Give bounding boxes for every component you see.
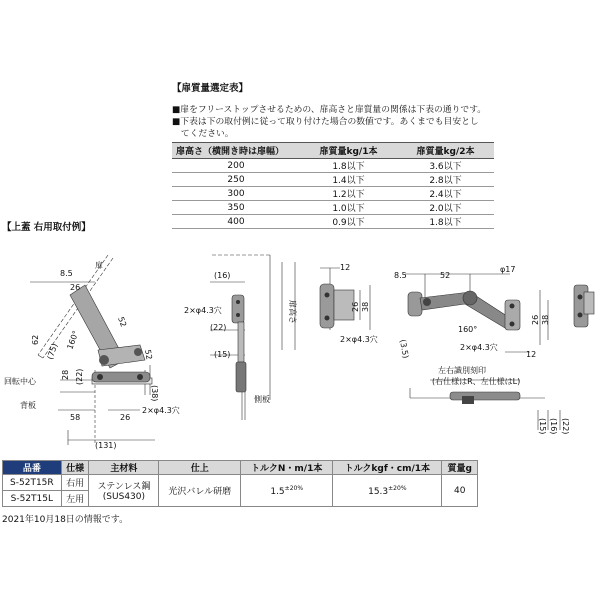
- header-torque-nm: トルクN・m/1本: [241, 461, 333, 475]
- dim-75: (75): [45, 342, 60, 361]
- header-torque-kgf: トルクkgf・cm/1本: [333, 461, 442, 475]
- dim-8-5: 8.5: [60, 269, 73, 278]
- label-engrave: 左右識別刻印: [438, 366, 486, 375]
- cell: 1.4以下: [300, 173, 397, 187]
- header-door-height: 扉高さ（横開き時は扉幅）: [172, 143, 300, 159]
- cell: 350: [172, 201, 300, 215]
- finish-cell: 光沢バレル研磨: [159, 475, 241, 507]
- dim-160a: 160°: [65, 329, 81, 351]
- model-cell: S-52T15R: [3, 475, 62, 491]
- torque-nm-cell: [241, 475, 333, 507]
- mass-cell: 40: [442, 475, 478, 507]
- hole-label-d: 2×φ4.3穴: [460, 343, 498, 352]
- material-line-1: ステンレス鋼: [97, 482, 151, 492]
- spec-header-row: [3, 461, 478, 475]
- dim-38c: 38: [541, 314, 550, 325]
- label-door-height: 扉高さ: [288, 300, 297, 324]
- table-row: [3, 475, 478, 491]
- spec-cell: 右用: [61, 475, 89, 491]
- dim-52a: 52: [116, 315, 129, 329]
- hinge-graphic-1: [70, 285, 150, 382]
- note-line-1: ■扉をフリーストップさせるための、扉高さと扉質量の関係は下表の通りです。: [172, 105, 487, 115]
- torque-nm-tol: ±20%: [284, 484, 304, 492]
- footer-note: 2021年10月18日の情報です。: [2, 515, 129, 525]
- dim-26d: 26: [531, 314, 540, 325]
- torque-nm-value: 1.5: [270, 486, 285, 497]
- dim-phi17: φ17: [500, 265, 516, 274]
- label-rotation-center: 回転中心: [4, 377, 36, 386]
- header-model: 品番: [3, 461, 62, 475]
- label-door: 扉: [95, 261, 103, 270]
- header-mass-2: 扉質量kg/2本: [397, 143, 494, 159]
- torque-kgf-tol: ±20%: [388, 484, 407, 492]
- table-row: [172, 159, 494, 173]
- cell: 1.2以下: [300, 187, 397, 201]
- dim-26a: 26: [70, 283, 81, 292]
- table-row: [172, 201, 494, 215]
- cell: 300: [172, 187, 300, 201]
- dim-12b: 12: [526, 350, 537, 359]
- cell: 2.8以下: [397, 173, 494, 187]
- selection-header-row: [172, 143, 494, 159]
- cell: 2.4以下: [397, 187, 494, 201]
- cell: 200: [172, 159, 300, 173]
- dim-160b: 160°: [458, 325, 478, 334]
- header-mass: 質量g: [442, 461, 478, 475]
- mount-example-title: 【上蓋 右用取付例】: [2, 222, 91, 233]
- dim-26c: 26: [351, 301, 360, 312]
- selection-title: 【扉質量選定表】: [172, 83, 249, 94]
- torque-kgf-value: 15.3: [368, 486, 389, 497]
- dim-22c: (22): [561, 418, 570, 435]
- dim-28: 28: [61, 369, 70, 380]
- hinge-graphic-2: [232, 295, 246, 392]
- dim-16b: (16): [549, 418, 558, 435]
- header-finish: 仕上: [159, 461, 241, 475]
- spec-cell: 左用: [61, 491, 89, 507]
- hole-label-c: 2×φ4.3穴: [340, 335, 378, 344]
- cell: 1.0以下: [300, 201, 397, 215]
- selection-table: [172, 142, 494, 229]
- dim-62: 62: [31, 334, 40, 345]
- table-row: [172, 173, 494, 187]
- dim-15b: (15): [538, 418, 547, 435]
- cell: 3.6以下: [397, 159, 494, 173]
- table-row: [172, 187, 494, 201]
- note-line-3: てください。: [172, 129, 234, 139]
- dim-8-5b: 8.5: [394, 271, 407, 280]
- cell: 1.8以下: [300, 159, 397, 173]
- cell: 2.0以下: [397, 201, 494, 215]
- header-mass-1: 扉質量kg/1本: [300, 143, 397, 159]
- dim-16a: (16): [214, 271, 231, 280]
- spec-table: [2, 460, 478, 507]
- torque-kgf-cell: [333, 475, 442, 507]
- header-spec: 仕様: [61, 461, 89, 475]
- dim-38b: 38: [361, 301, 370, 312]
- dim-58: 58: [70, 413, 81, 422]
- dim-22a: (22): [75, 368, 84, 385]
- material-line-2: (SUS430): [102, 492, 146, 502]
- dim-15a: (15): [214, 350, 231, 359]
- dim-3-5: (3.5): [398, 338, 411, 360]
- label-side-panel: 側板: [254, 395, 270, 404]
- label-engrave-sub: (右仕様はR、左仕様はL): [432, 377, 521, 386]
- header-material: 主材料: [89, 461, 159, 475]
- label-back-panel: 背板: [20, 401, 36, 410]
- cell: 400: [172, 215, 300, 229]
- dim-52b: 52: [143, 348, 154, 361]
- cell: 1.8以下: [397, 215, 494, 229]
- mount-drawing: [0, 230, 600, 455]
- cell: 0.9以下: [300, 215, 397, 229]
- hole-label-b: 2×φ4.3穴: [184, 306, 222, 315]
- hinge-graphic-3: [320, 284, 354, 328]
- hole-label-a: 2×φ4.3穴: [142, 406, 180, 415]
- hinge-graphic-6: [574, 285, 594, 327]
- dim-52c: 52: [440, 271, 451, 280]
- cell: 250: [172, 173, 300, 187]
- dim-131: (131): [95, 441, 117, 450]
- hinge-graphic-5: [450, 392, 520, 404]
- dim-38a: (38): [150, 385, 159, 402]
- selection-notes: [172, 104, 486, 140]
- table-row: [172, 215, 494, 229]
- note-line-2: ■下表は下の取付例に従って取り付けた場合の数値です。あくまでも目安とし: [172, 117, 479, 127]
- material-cell: [89, 475, 159, 507]
- dim-22b: (22): [210, 323, 227, 332]
- dim-26b: 26: [120, 413, 131, 422]
- model-cell: S-52T15L: [3, 491, 62, 507]
- dim-12a: 12: [340, 263, 351, 272]
